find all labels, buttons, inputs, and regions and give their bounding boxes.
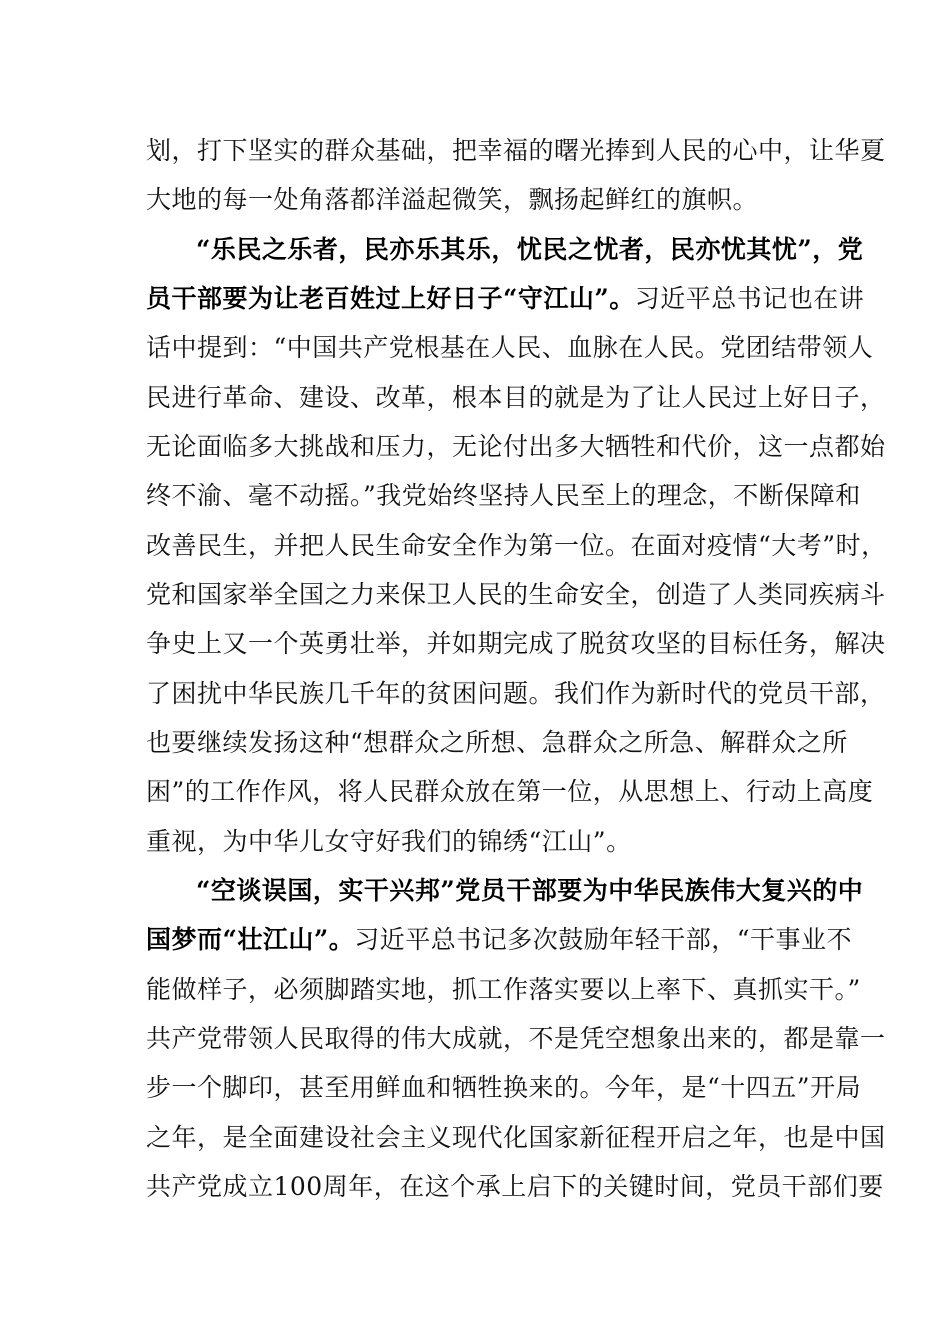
text-line: 困”的工作作风，将人民群众放在第一位，从思想上、行动上高度 <box>146 777 874 806</box>
text-line: 大地的每一处角落都洋溢起微笑，飘扬起鲜红的旗帜。 <box>146 185 759 214</box>
text-line: 员干部要为让老百姓过上好日子“守江山”。习近平总书记也在讲 <box>146 284 865 313</box>
text-line: 了困扰中华民族几千年的贫困问题。我们作为新时代的党员干部， <box>146 679 886 708</box>
paragraph-heading-text: 国梦而“壮江山”。 <box>146 925 355 954</box>
text-line: 能做样子，必须脚踏实地，抓工作落实要以上率下、真抓实干。” <box>146 975 861 1004</box>
text-line: 重视，为中华儿女守好我们的锦绣“江山”。 <box>146 827 632 856</box>
text-line: 无论面临多大挑战和压力，无论付出多大牺牲和代价，这一点都始 <box>146 432 886 461</box>
text-line: 改善民生，并把人民生命安全作为第一位。在面对疫情“大考”时， <box>146 531 887 560</box>
paragraph-heading-line: “空谈误国，实干兴邦”党员干部要为中华民族伟大复兴的中 <box>196 876 864 905</box>
text-line: 共产党成立100周年，在这个承上启下的关键时间，党员干部们要 <box>146 1172 884 1201</box>
text-line: 步一个脚印，甚至用鲜血和牺牲换来的。今年，是“十四五”开局 <box>146 1073 862 1102</box>
text-line: 也要继续发扬这种“想群众之所想、急群众之所急、解群众之所 <box>146 728 848 757</box>
paragraph-heading-line: “乐民之乐者，民亦乐其乐，忧民之忧者，民亦忧其忧”，党 <box>196 235 864 264</box>
text-line: 终不渝、毫不动摇。”我党始终坚持人民至上的理念，不断保障和 <box>146 481 861 510</box>
paragraph-heading-text: 员干部要为让老百姓过上好日子“守江山”。 <box>146 284 635 313</box>
text-line: 民进行革命、建设、改革，根本目的就是为了让人民过上好日子， <box>146 383 886 412</box>
text-line: 之年，是全面建设社会主义现代化国家新征程开启之年，也是中国 <box>146 1123 886 1152</box>
text-line: 话中提到：“中国共产党根基在人民、血脉在人民。党团结带领人 <box>146 333 874 362</box>
text-line: 共产党带领人民取得的伟大成就，不是凭空想象出来的，都是靠一 <box>146 1024 886 1053</box>
text-line: 党和国家举全国之力来保卫人民的生命安全，创造了人类同疾病斗 <box>146 580 886 609</box>
text-line: 划，打下坚实的群众基础，把幸福的曙光捧到人民的心中，让华夏 <box>146 136 886 165</box>
text-line: 国梦而“壮江山”。习近平总书记多次鼓励年轻干部，“干事业不 <box>146 925 853 954</box>
text-line: 争史上又一个英勇壮举，并如期完成了脱贫攻坚的目标任务，解决 <box>146 629 886 658</box>
